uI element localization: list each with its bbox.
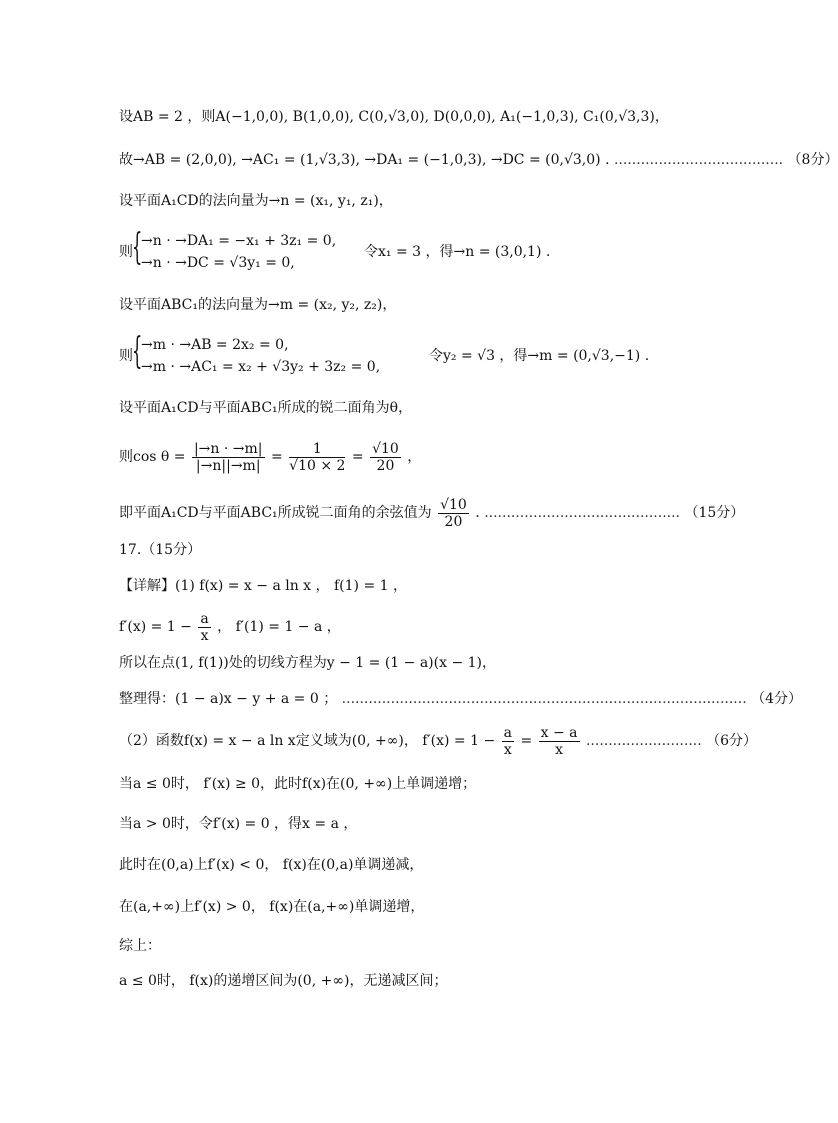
score-8: （8分）	[787, 152, 838, 168]
derivative-line	[119, 610, 341, 644]
dihedral-angle-line: 设平面A₁CD与平面ABC₁所成的锐二面角为θ，	[119, 400, 413, 416]
coordinates-line: 设AB = 2 ，则A(−1,0,0), B(1,0,0), C(0,√3,0), D(0,0,0), A₁(−1,0,3), C₁(0,√3,3)，	[119, 109, 669, 125]
fraction-answer	[438, 497, 469, 530]
vectors-text: 故→AB = (2,0,0), →AC₁ = (1,√3,3), →DA₁ = (−1,0,3), →DC = (0,√3,0) .	[119, 152, 610, 168]
denominator: 20	[444, 513, 463, 530]
denominator: x	[200, 627, 209, 644]
system-eq2: →n · →DC = √3y₁ = 0,	[141, 255, 295, 271]
denominator: x	[503, 741, 512, 758]
increasing-interval-line: 在(a,+∞)上f′(x) > 0， f(x)在(a,+∞)单调递增，	[119, 899, 425, 915]
leader-dots: ......................................	[613, 152, 784, 168]
cosine-formula-line	[119, 440, 421, 474]
numerator: a	[200, 610, 209, 627]
summary-case-1: a ≤ 0时， f(x)的递增区间为(0, +∞)，无递减区间；	[119, 973, 448, 989]
system-label: 则	[119, 348, 133, 364]
numerator: 1	[289, 441, 345, 458]
left-brace: {	[132, 331, 143, 372]
left-brace: {	[132, 227, 143, 268]
case-a-nonpositive: 当a ≤ 0时， f′(x) ≥ 0，此时f(x)在(0, +∞)上单调递增；	[119, 776, 477, 792]
equals-sign: =	[270, 449, 283, 465]
conclusion-line: 即平面A₁CD与平面ABC₁所成锐二面角的余弦值为 $\frac{√10}{20}$ . ............................................ （15分）	[119, 496, 745, 530]
equals-sign: =	[520, 733, 533, 749]
numerator: a	[503, 724, 512, 741]
decreasing-interval-line: 此时在(0,a)上f′(x) < 0， f(x)在(0,a)单调递减，	[119, 857, 424, 873]
fraction-abs	[192, 441, 265, 474]
numerator: √10	[372, 440, 399, 457]
case-a-positive: 当a > 0时，令f′(x) = 0 ，得x = a ，	[119, 816, 358, 832]
vectors-line	[119, 151, 838, 169]
fraction-a-over-x	[198, 611, 210, 644]
fraction-result	[370, 441, 401, 474]
denominator: |→n||→m|	[195, 457, 261, 474]
fraction-x-minus-a	[539, 725, 580, 758]
conclusion-text: 即平面A₁CD与平面ABC₁所成锐二面角的余弦值为	[119, 505, 432, 521]
system-eq1: →n · →DA₁ = −x₁ + 3z₁ = 0,	[141, 233, 337, 249]
leader-dots: ..........................	[585, 733, 702, 749]
tangent-line-equation: 所以在点(1, f(1))处的切线方程为y − 1 = (1 − a)(x − 1)，	[119, 655, 496, 671]
detail-part1-line: 【详解】(1) f(x) = x − a ln x ， f(1) = 1 ，	[119, 578, 407, 594]
system-result: 令x₁ = 3 ，得→n = (3,0,1) .	[364, 244, 551, 260]
denominator: x	[555, 741, 564, 758]
cos-prefix: 则cos θ =	[119, 449, 186, 465]
part2-domain-line	[119, 724, 757, 758]
system-label: 则	[119, 244, 133, 260]
derivative-suffix: ， f′(1) = 1 − a ，	[217, 619, 341, 635]
part2-prefix: （2）函数f(x) = x − a ln x定义域为(0, +∞)， f′(x) = 1 −	[119, 733, 496, 749]
numerator: |→n · →m|	[193, 440, 263, 457]
numerator: √10	[440, 496, 467, 513]
score-4: （4分）	[751, 691, 803, 707]
derivative-prefix: f′(x) = 1 −	[119, 619, 192, 635]
leader-dots: ............................................	[484, 505, 681, 521]
score-6: （6分）	[706, 733, 758, 749]
simplified-equation-line	[119, 690, 802, 708]
leader-dots: ...........................................................................................	[341, 691, 747, 707]
system-result: 令y₂ = √3 ，得→m = (0,√3,−1) .	[429, 348, 650, 364]
numerator: x − a	[540, 724, 578, 741]
fraction-a-over-x	[502, 725, 514, 758]
denominator: √10 × 2	[289, 457, 346, 474]
summary-heading: 综上：	[119, 938, 161, 954]
comma: ，	[407, 449, 422, 465]
system-eq2: →m · →AC₁ = x₂ + √3y₂ + 3z₂ = 0,	[141, 359, 381, 375]
normal-vector-n-line: 设平面A₁CD的法向量为→n = (x₁, y₁, z₁)，	[119, 193, 393, 209]
denominator: 20	[376, 457, 395, 474]
fraction-value	[289, 441, 345, 474]
problem-17-heading: 17.（15分）	[119, 542, 202, 558]
score-15: （15分）	[684, 505, 745, 521]
system-eq1: →m · →AB = 2x₂ = 0,	[141, 337, 289, 353]
normal-vector-m-line: 设平面ABC₁的法向量为→m = (x₂, y₂, z₂)，	[119, 297, 397, 313]
simplified-text: 整理得：(1 − a)x − y + a = 0 ；	[119, 691, 338, 707]
equals-sign: =	[351, 449, 364, 465]
